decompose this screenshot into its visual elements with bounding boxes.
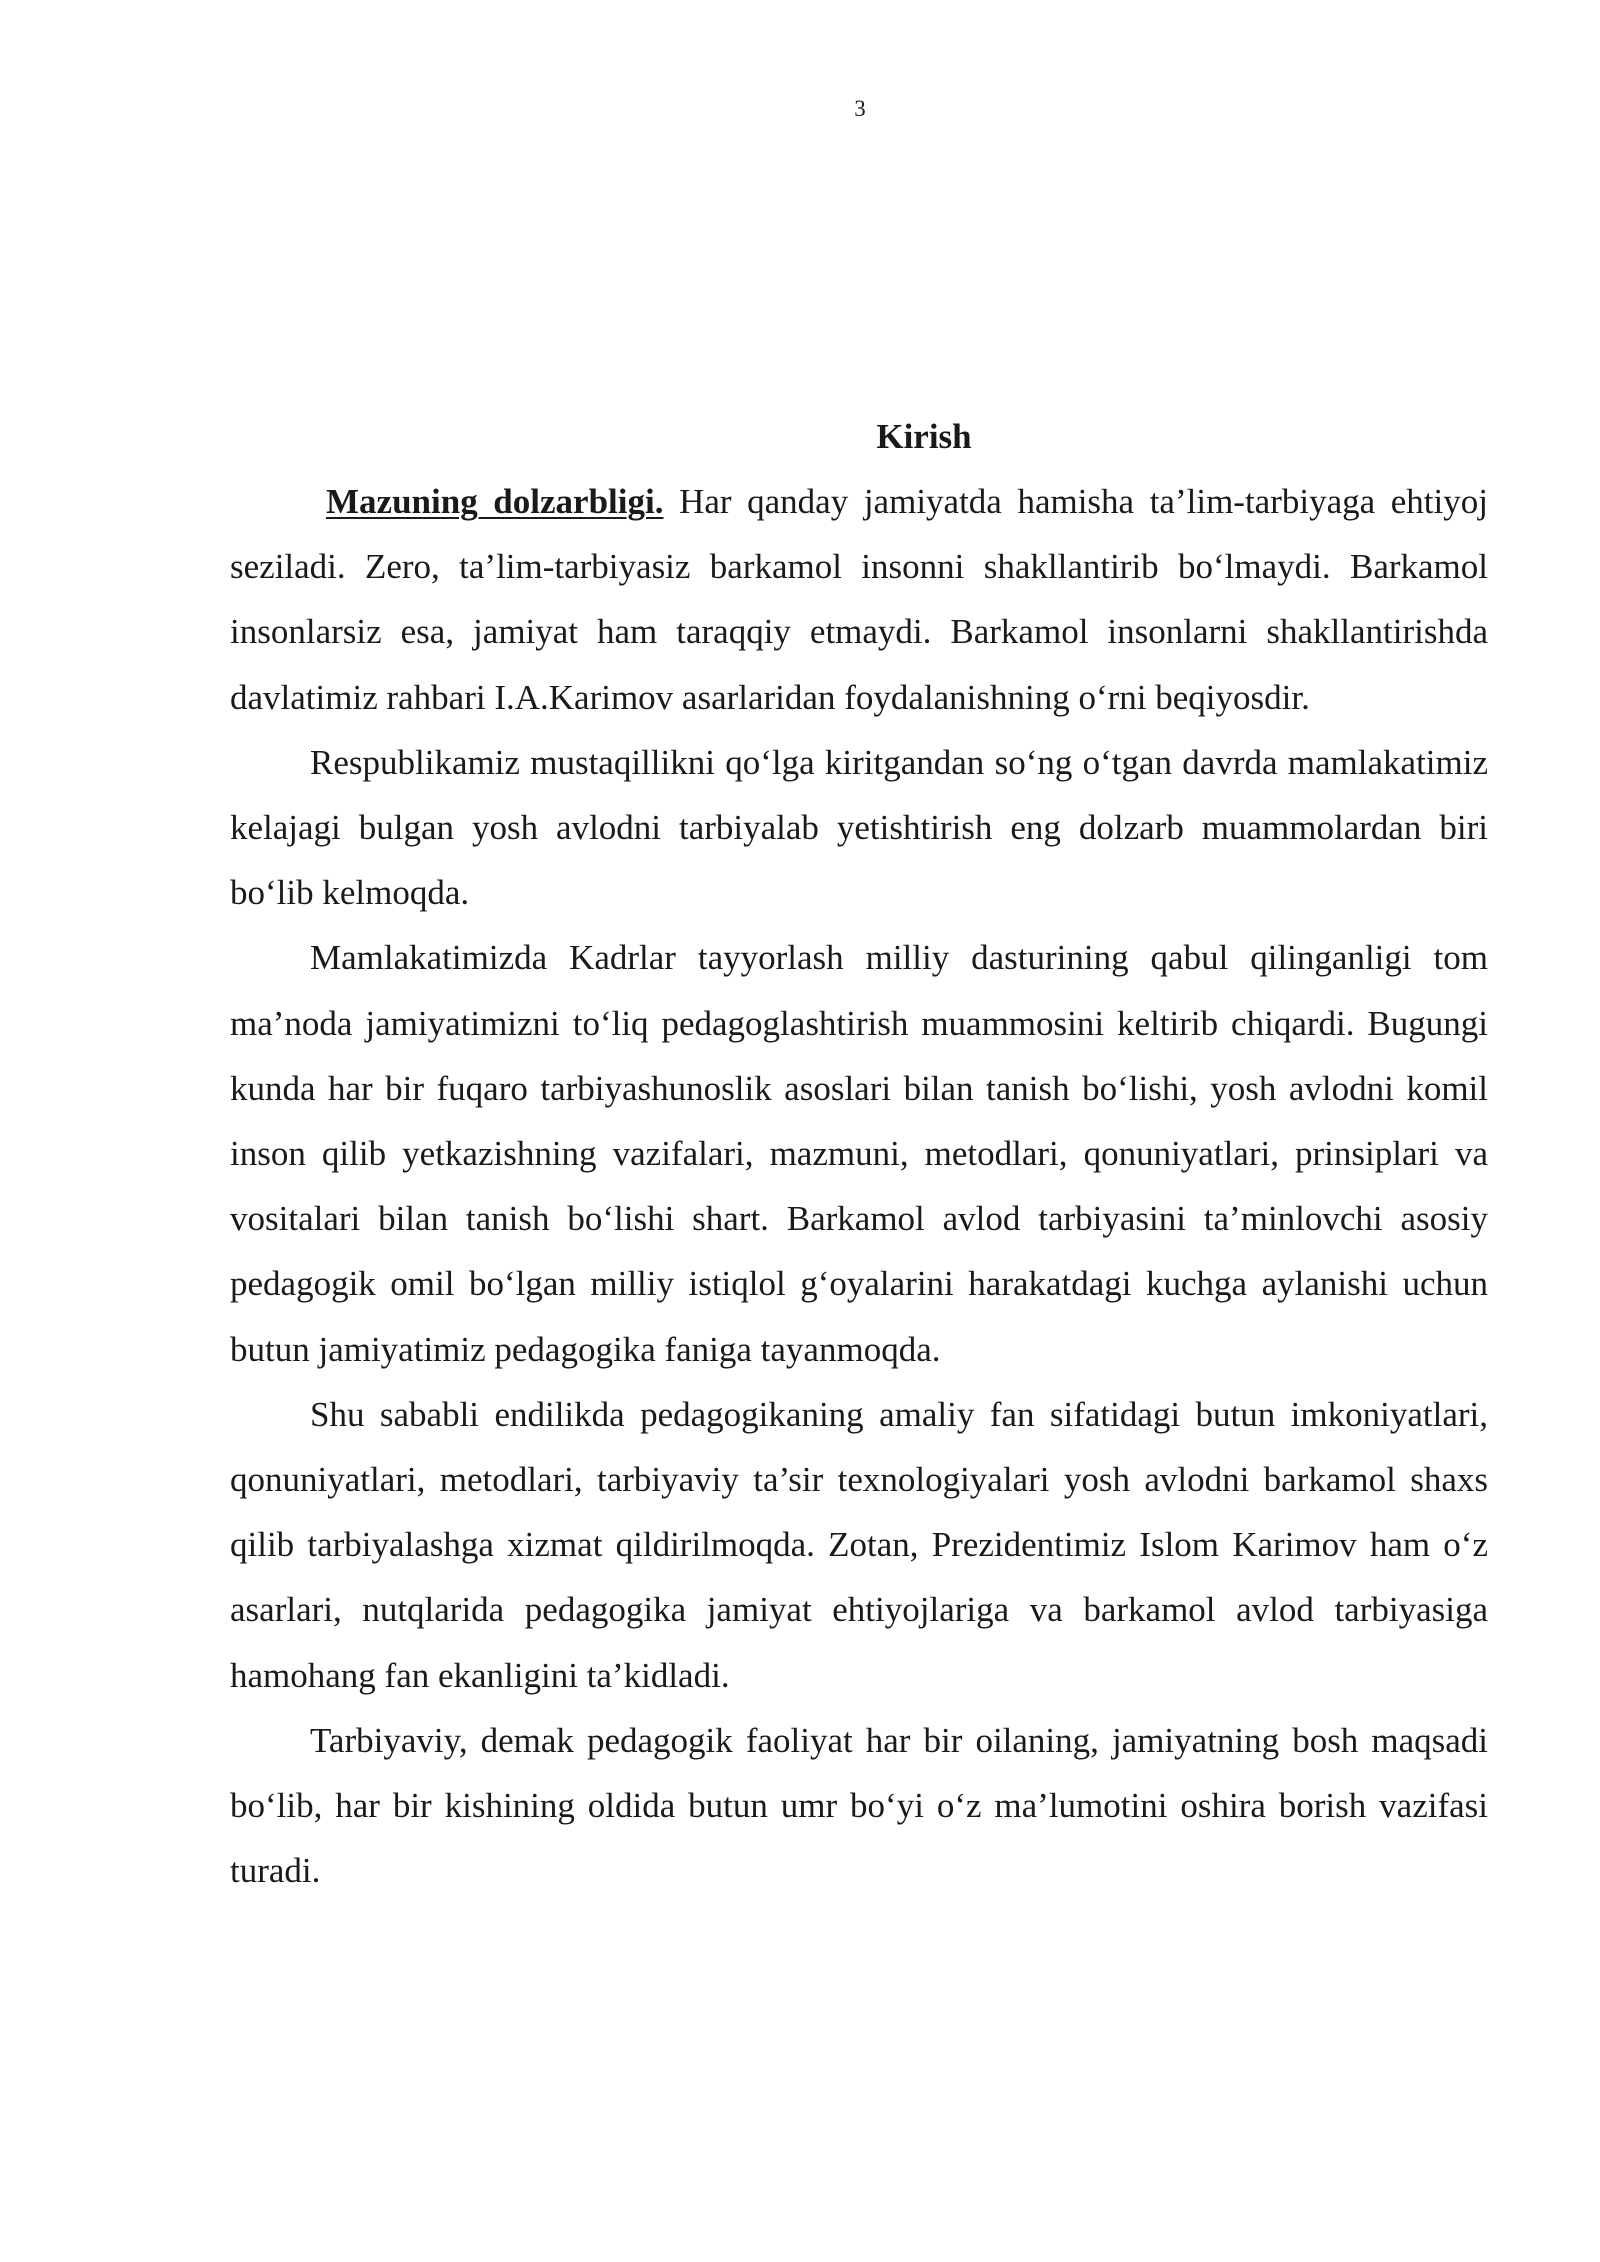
page-number: 3 <box>854 96 866 121</box>
lead-paragraph <box>230 469 1488 730</box>
paragraph: Respublikamiz mustaqillikni qo‘lga kiritgandan so‘ng o‘tgan davrda mamlakatimiz kelajagi bulgan yosh avlodni tarbiyalab yetishtirish eng dolzarb muammolardan biri bo‘lib kelmoqda. <box>230 742 1488 913</box>
lead-text: Har qanday jamiyatda hamisha ta’lim-tarbiyaga ehtiyoj seziladi. Zero, ta’lim-tarbiyasiz barkamol insonni shakllantirib bo‘lmaydi. Barkamol insonlarsiz esa, jamiyat ham taraqqiy etmaydi. Barkamol insonlarni shakllantirishda davlatimiz rahbari I.A.Karimov asarlaridan foydalanishning o‘rni beqiyosdir. <box>230 482 1488 717</box>
document-body <box>230 404 1488 1903</box>
paragraph: Mamlakatimizda Kadrlar tayyorlash milliy dasturining qabul qilinganligi tom ma’noda jamiyatimizni to‘liq pedagoglashtirish muammosini keltirib chiqardi. Bugungi kunda har bir fuqaro tarbiyashunoslik asoslari bilan tanish bo‘lishi, yosh avlodni komil inson qilib yetkazishning vazifalari, mazmuni, metodlari, qonuniyatlari, prinsiplari va vositalari bilan tanish bo‘lishi shart. Barkamol avlod tarbiyasini ta’minlovchi asosiy pedagogik omil bo‘lgan milliy istiqlol g‘oyalarini harakatdagi kuchga aylanishi uchun butun jamiyatimiz pedagogika faniga tayanmoqda. <box>230 938 1488 1369</box>
section-heading: Kirish <box>876 417 972 456</box>
paragraph: Shu sababli endilikda pedagogikaning amaliy fan sifatidagi butun imkoniyatlari, qonuniyatlari, metodlari, tarbiyaviy ta’sir texnologiyalari yosh avlodni barkamol shaxs qilib tarbiyalashga xizmat qildirilmoqda. Zotan, Prezidentimiz Islom Karimov ham o‘z asarlari, nutqlarida pedagogika jamiyat ehtiyojlariga va barkamol avlod tarbiyasiga hamohang fan ekanligini ta’kidladi. <box>230 1394 1488 1695</box>
lead-label: Mazuning dolzarbligi. <box>326 482 664 521</box>
paragraph: Tarbiyaviy, demak pedagogik faoliyat har bir oilaning, jamiyatning bosh maqsadi bo‘lib, har bir kishining oldida butun umr bo‘yi o‘z ma’lumotini oshira borish vazifasi turadi. <box>230 1720 1488 1891</box>
